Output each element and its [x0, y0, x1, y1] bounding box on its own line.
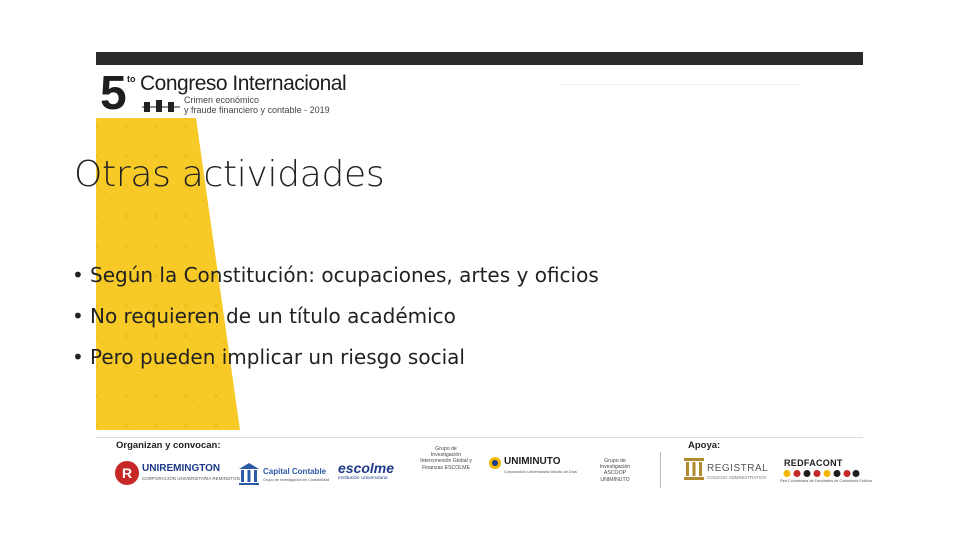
header-divider	[560, 84, 800, 85]
redfacont-name: REDFACONT	[784, 458, 843, 468]
grupo-ascoop-logo: Grupo de Investigación ASCOOP UNIMINUTO	[599, 458, 631, 483]
redfacont-sub: Red Colombiana de Facultades de Contaduría Pública	[780, 479, 872, 483]
logo-event-line2: y fraude financiero y contable - 2019	[184, 105, 330, 115]
bullet-symbol: •	[72, 345, 84, 369]
logo-event-name: Congreso Internacional	[140, 72, 347, 95]
bullet-item	[72, 340, 599, 381]
uniminuto-name: UNIMINUTO	[504, 456, 561, 467]
logo-event-line1: Crimen económico	[184, 95, 260, 105]
bullet-text: Según la Constitución: ocupaciones, artes y oficios	[90, 263, 599, 287]
grupo-escolme-logo: Grupo de Investigación Interconexión Global y Finanzas ESCOLME	[420, 446, 472, 471]
footer-divider	[96, 437, 863, 438]
logo-edition-suffix: to	[127, 74, 136, 84]
bullet-item	[72, 258, 599, 299]
plug-icon	[142, 98, 180, 116]
escolme-name: escolme	[338, 460, 395, 476]
uniremington-name: UNIREMINGTON	[142, 463, 221, 474]
redfacont-dots-icon	[782, 469, 860, 478]
support-label: Apoya:	[688, 440, 721, 451]
registral-name: REGISTRAL	[707, 463, 769, 474]
columns-icon	[684, 458, 704, 480]
slide-title: Otras actividades	[74, 154, 385, 195]
columns-icon	[238, 462, 260, 486]
bullet-item	[72, 299, 599, 340]
uniremington-logo	[114, 460, 240, 490]
capital-contable-name: Capital Contable	[263, 467, 327, 476]
registral-logo	[684, 458, 769, 490]
registral-sub: COLEGIO ADMINISTRATIVO	[707, 475, 767, 480]
bullet-text: No requieren de un título académico	[90, 304, 456, 328]
escolme-sub: Institución Universitaria	[338, 476, 388, 481]
uniremington-sub: CORPORACIÓN UNIVERSITARIA REMINGTON	[142, 476, 240, 481]
svg-text:R: R	[121, 465, 133, 481]
redfacont-logo	[780, 458, 872, 490]
bullet-text: Pero pueden implicar un riesgo social	[90, 345, 465, 369]
organizers-label: Organizan y convocan:	[116, 440, 221, 451]
bullet-symbol: •	[72, 304, 84, 328]
escolme-logo	[338, 460, 396, 490]
bullet-list	[72, 258, 599, 381]
sponsor-divider	[660, 452, 661, 488]
uniminuto-logo	[488, 456, 576, 490]
capital-contable-sub: Grupo de investigación en Contabilidad	[263, 478, 330, 482]
uniminuto-emblem-icon	[488, 456, 502, 470]
capital-contable-logo	[238, 462, 330, 490]
uniminuto-sub: Corporación Universitaria Minuto de Dios	[504, 469, 577, 474]
logo-edition-number: 5	[100, 67, 127, 120]
uniremington-emblem-icon	[114, 460, 140, 486]
congress-logo	[100, 67, 347, 122]
bullet-symbol: •	[72, 263, 84, 287]
